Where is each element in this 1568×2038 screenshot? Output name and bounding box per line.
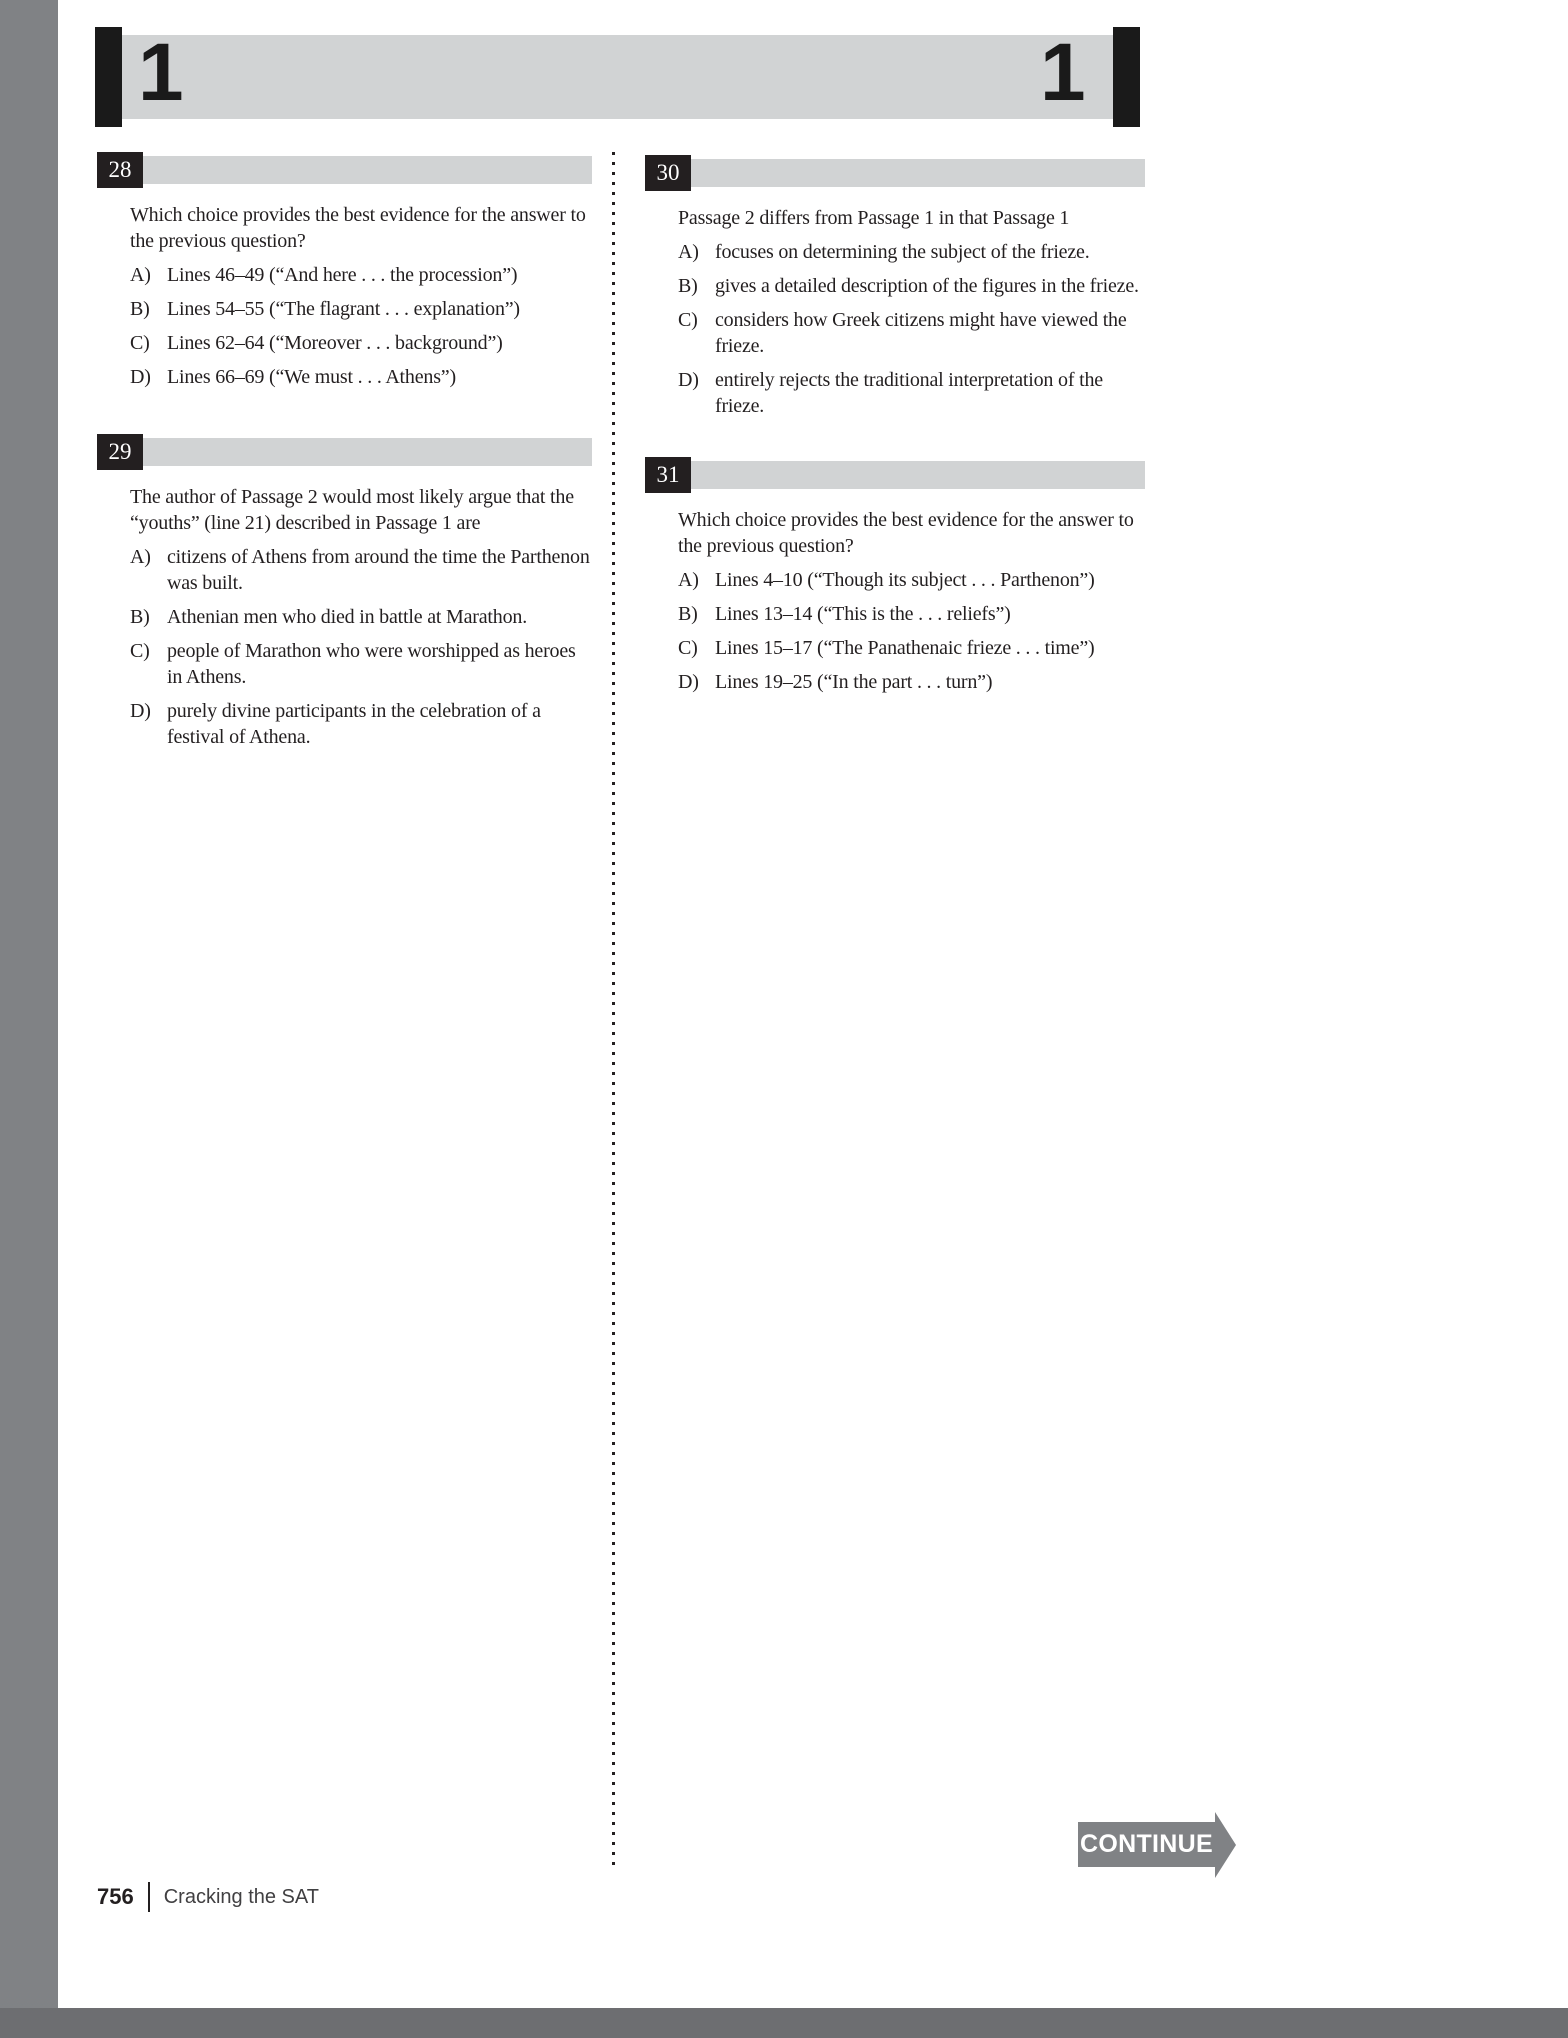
answer-option: [645, 307, 1145, 359]
question-30: [645, 155, 1145, 419]
question-30-header: [645, 155, 1145, 191]
answer-option: [645, 635, 1145, 661]
answer-option: [645, 601, 1145, 627]
option-letter: B): [130, 606, 150, 628]
option-text: focuses on determining the subject of the frieze.: [715, 241, 1090, 263]
question-number-badge: 30: [645, 155, 691, 191]
option-text: Lines 13–14 (“This is the . . . reliefs”): [715, 603, 1011, 625]
continue-button[interactable]: [1078, 1822, 1215, 1867]
answer-option: [645, 239, 1145, 265]
option-text: Lines 66–69 (“We must . . . Athens”): [167, 366, 456, 388]
option-letter: A): [130, 264, 151, 286]
question-number-badge: 29: [97, 434, 143, 470]
option-letter: D): [678, 671, 699, 693]
question-stem: Passage 2 differs from Passage 1 in that Passage 1: [678, 207, 1070, 229]
option-text: Lines 46–49 (“And here . . . the procession”): [167, 264, 518, 286]
answer-option: [97, 364, 592, 390]
page-edge-strip: [0, 0, 58, 2038]
column-divider-dotted-line: [612, 152, 615, 1870]
option-letter: D): [130, 700, 151, 722]
question-number-badge: 28: [97, 152, 143, 188]
question-header-band: [143, 438, 592, 466]
question-28: [97, 152, 592, 390]
section-header-left-bar: [95, 27, 122, 127]
option-text: people of Marathon who were worshipped as heroes in Athens.: [167, 640, 576, 688]
question-header-band: [691, 159, 1145, 187]
section-number-left: 1: [138, 27, 184, 118]
question-28-header: [97, 152, 592, 188]
option-text: Lines 62–64 (“Moreover . . . background”): [167, 332, 503, 354]
option-text: Lines 19–25 (“In the part . . . turn”): [715, 671, 993, 693]
option-letter: C): [678, 637, 698, 659]
option-text: Athenian men who died in battle at Marathon.: [167, 606, 527, 628]
option-text: entirely rejects the traditional interpretation of the frieze.: [715, 369, 1103, 417]
question-stem: Which choice provides the best evidence for the answer to the previous question?: [130, 204, 586, 252]
option-letter: C): [678, 309, 698, 331]
option-text: Lines 15–17 (“The Panathenaic frieze . . . time”): [715, 637, 1095, 659]
question-header-band: [691, 461, 1145, 489]
option-letter: B): [130, 298, 150, 320]
section-header-band: [108, 35, 1140, 119]
option-text: purely divine participants in the celebration of a festival of Athena.: [167, 700, 541, 748]
answer-option: [645, 273, 1145, 299]
answer-option: [645, 367, 1145, 419]
question-31-header: [645, 457, 1145, 493]
answer-option: [97, 296, 592, 322]
book-title: Cracking the SAT: [163, 1885, 319, 1908]
option-text: gives a detailed description of the figures in the frieze.: [715, 275, 1139, 297]
option-letter: D): [130, 366, 151, 388]
question-stem: Which choice provides the best evidence for the answer to the previous question?: [678, 509, 1134, 557]
question-29-header: [97, 434, 592, 470]
option-letter: B): [678, 275, 698, 297]
left-column: [97, 152, 592, 750]
option-letter: A): [130, 546, 151, 568]
answer-option: [97, 330, 592, 356]
question-number-badge: 31: [645, 457, 691, 493]
question-31: [645, 457, 1145, 695]
option-letter: A): [678, 241, 699, 263]
question-29: [97, 434, 592, 750]
footer-divider: [148, 1882, 150, 1912]
option-text: considers how Greek citizens might have viewed the frieze.: [715, 309, 1127, 357]
question-stem: The author of Passage 2 would most likely argue that the “youths” (line 21) described in Passage 1 are: [130, 486, 574, 534]
section-number-right: 1: [1040, 27, 1086, 118]
answer-option: [97, 698, 592, 750]
page-bottom-strip: [0, 2008, 1568, 2038]
option-letter: D): [678, 369, 699, 391]
continue-label: CONTINUE: [1078, 1822, 1215, 1867]
page-footer: [97, 1882, 319, 1912]
option-letter: C): [130, 640, 150, 662]
continue-arrow-icon: [1215, 1812, 1236, 1878]
section-header-right-bar: [1113, 27, 1140, 127]
option-text: Lines 54–55 (“The flagrant . . . explanation”): [167, 298, 520, 320]
option-text: citizens of Athens from around the time the Parthenon was built.: [167, 546, 590, 594]
answer-option: [645, 567, 1145, 593]
option-letter: B): [678, 603, 698, 625]
answer-option: [97, 262, 592, 288]
question-header-band: [143, 156, 592, 184]
answer-option: [645, 669, 1145, 695]
answer-option: [97, 638, 592, 690]
option-letter: C): [130, 332, 150, 354]
answer-option: [97, 544, 592, 596]
right-column: [645, 155, 1145, 695]
page-number: 756: [97, 1884, 134, 1909]
answer-option: [97, 604, 592, 630]
option-text: Lines 4–10 (“Though its subject . . . Parthenon”): [715, 569, 1095, 591]
option-letter: A): [678, 569, 699, 591]
